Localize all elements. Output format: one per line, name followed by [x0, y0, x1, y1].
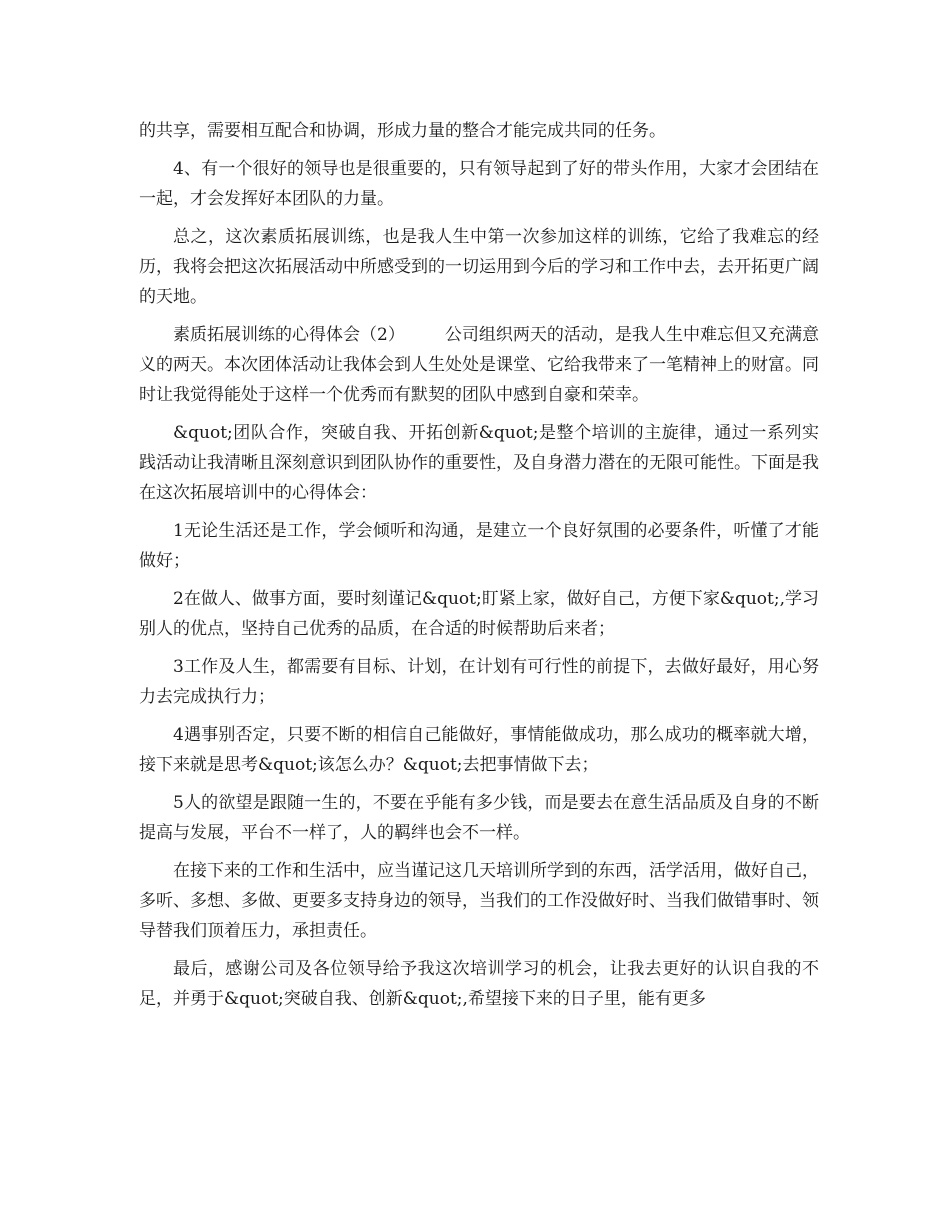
paragraph: 最后，感谢公司及各位领导给予我这次培训学习的机会，让我去更好的认识自我的不足，并勇于&quot;突破自我、创新&quot;,希望接下来的日子里，能有更多 — [139, 959, 819, 1009]
list-item: 1无论生活还是工作，学会倾听和沟通，是建立一个良好氛围的必要条件，听懂了才能做好； — [139, 521, 819, 571]
paragraph: 4、有一个很好的领导也是很重要的，只有领导起到了好的带头作用，大家才会团结在一起，才会发挥好本团队的力量。 — [139, 159, 819, 209]
section-heading: 素质拓展训练的心得体会（2） — [173, 325, 405, 345]
list-item: 3工作及人生，都需要有目标、计划，在计划有可行性的前提下，去做好最好，用心努力去完成执行力； — [139, 657, 819, 707]
list-item: 5人的欲望是跟随一生的，不要在乎能有多少钱，而是要去在意生活品质及自身的不断提高与发展，平台不一样了，人的羁绊也会不一样。 — [139, 793, 819, 843]
paragraph-text: 公司组织两天的活动，是我人生中难忘但又充满意义的两天。本次团体活动让我体会到人生处处是课堂、它给我带来了一笔精神上的财富。同时让我觉得能处于这样一个优秀而有默契的团队中感到自豪和荣幸。 — [139, 325, 819, 405]
list-item: 2在做人、做事方面，要时刻谨记&quot;盯紧上家，做好自己，方便下家&quot;,学习别人的优点，坚持自己优秀的品质，在合适的时候帮助后来者； — [139, 589, 819, 639]
paragraph: &quot;团队合作，突破自我、开拓创新&quot;是整个培训的主旋律，通过一系列实践活动让我清晰且深刻意识到团队协作的重要性，及自身潜力潜在的无限可能性。下面是我在这次拓展培训中的心得体会： — [139, 423, 819, 503]
section-paragraph — [139, 320, 819, 410]
paragraph: 总之，这次素质拓展训练，也是我人生中第一次参加这样的训练，它给了我难忘的经历，我将会把这次拓展活动中所感受到的一切运用到今后的学习和工作中去，去开拓更广阔的天地。 — [139, 227, 819, 307]
document-body — [139, 116, 819, 1022]
paragraph: 的共享，需要相互配合和协调，形成力量的整合才能完成共同的任务。 — [139, 121, 666, 141]
list-item: 4遇事别否定，只要不断的相信自己能做好，事情能做成功，那么成功的概率就大增，接下来就是思考&quot;该怎么办？&quot;去把事情做下去； — [139, 725, 819, 775]
paragraph: 在接下来的工作和生活中，应当谨记这几天培训所学到的东西，活学活用，做好自己，多听、多想、多做、更要多支持身边的领导，当我们的工作没做好时、当我们做错事时、领导替我们顶着压力，承担责任。 — [139, 861, 819, 941]
